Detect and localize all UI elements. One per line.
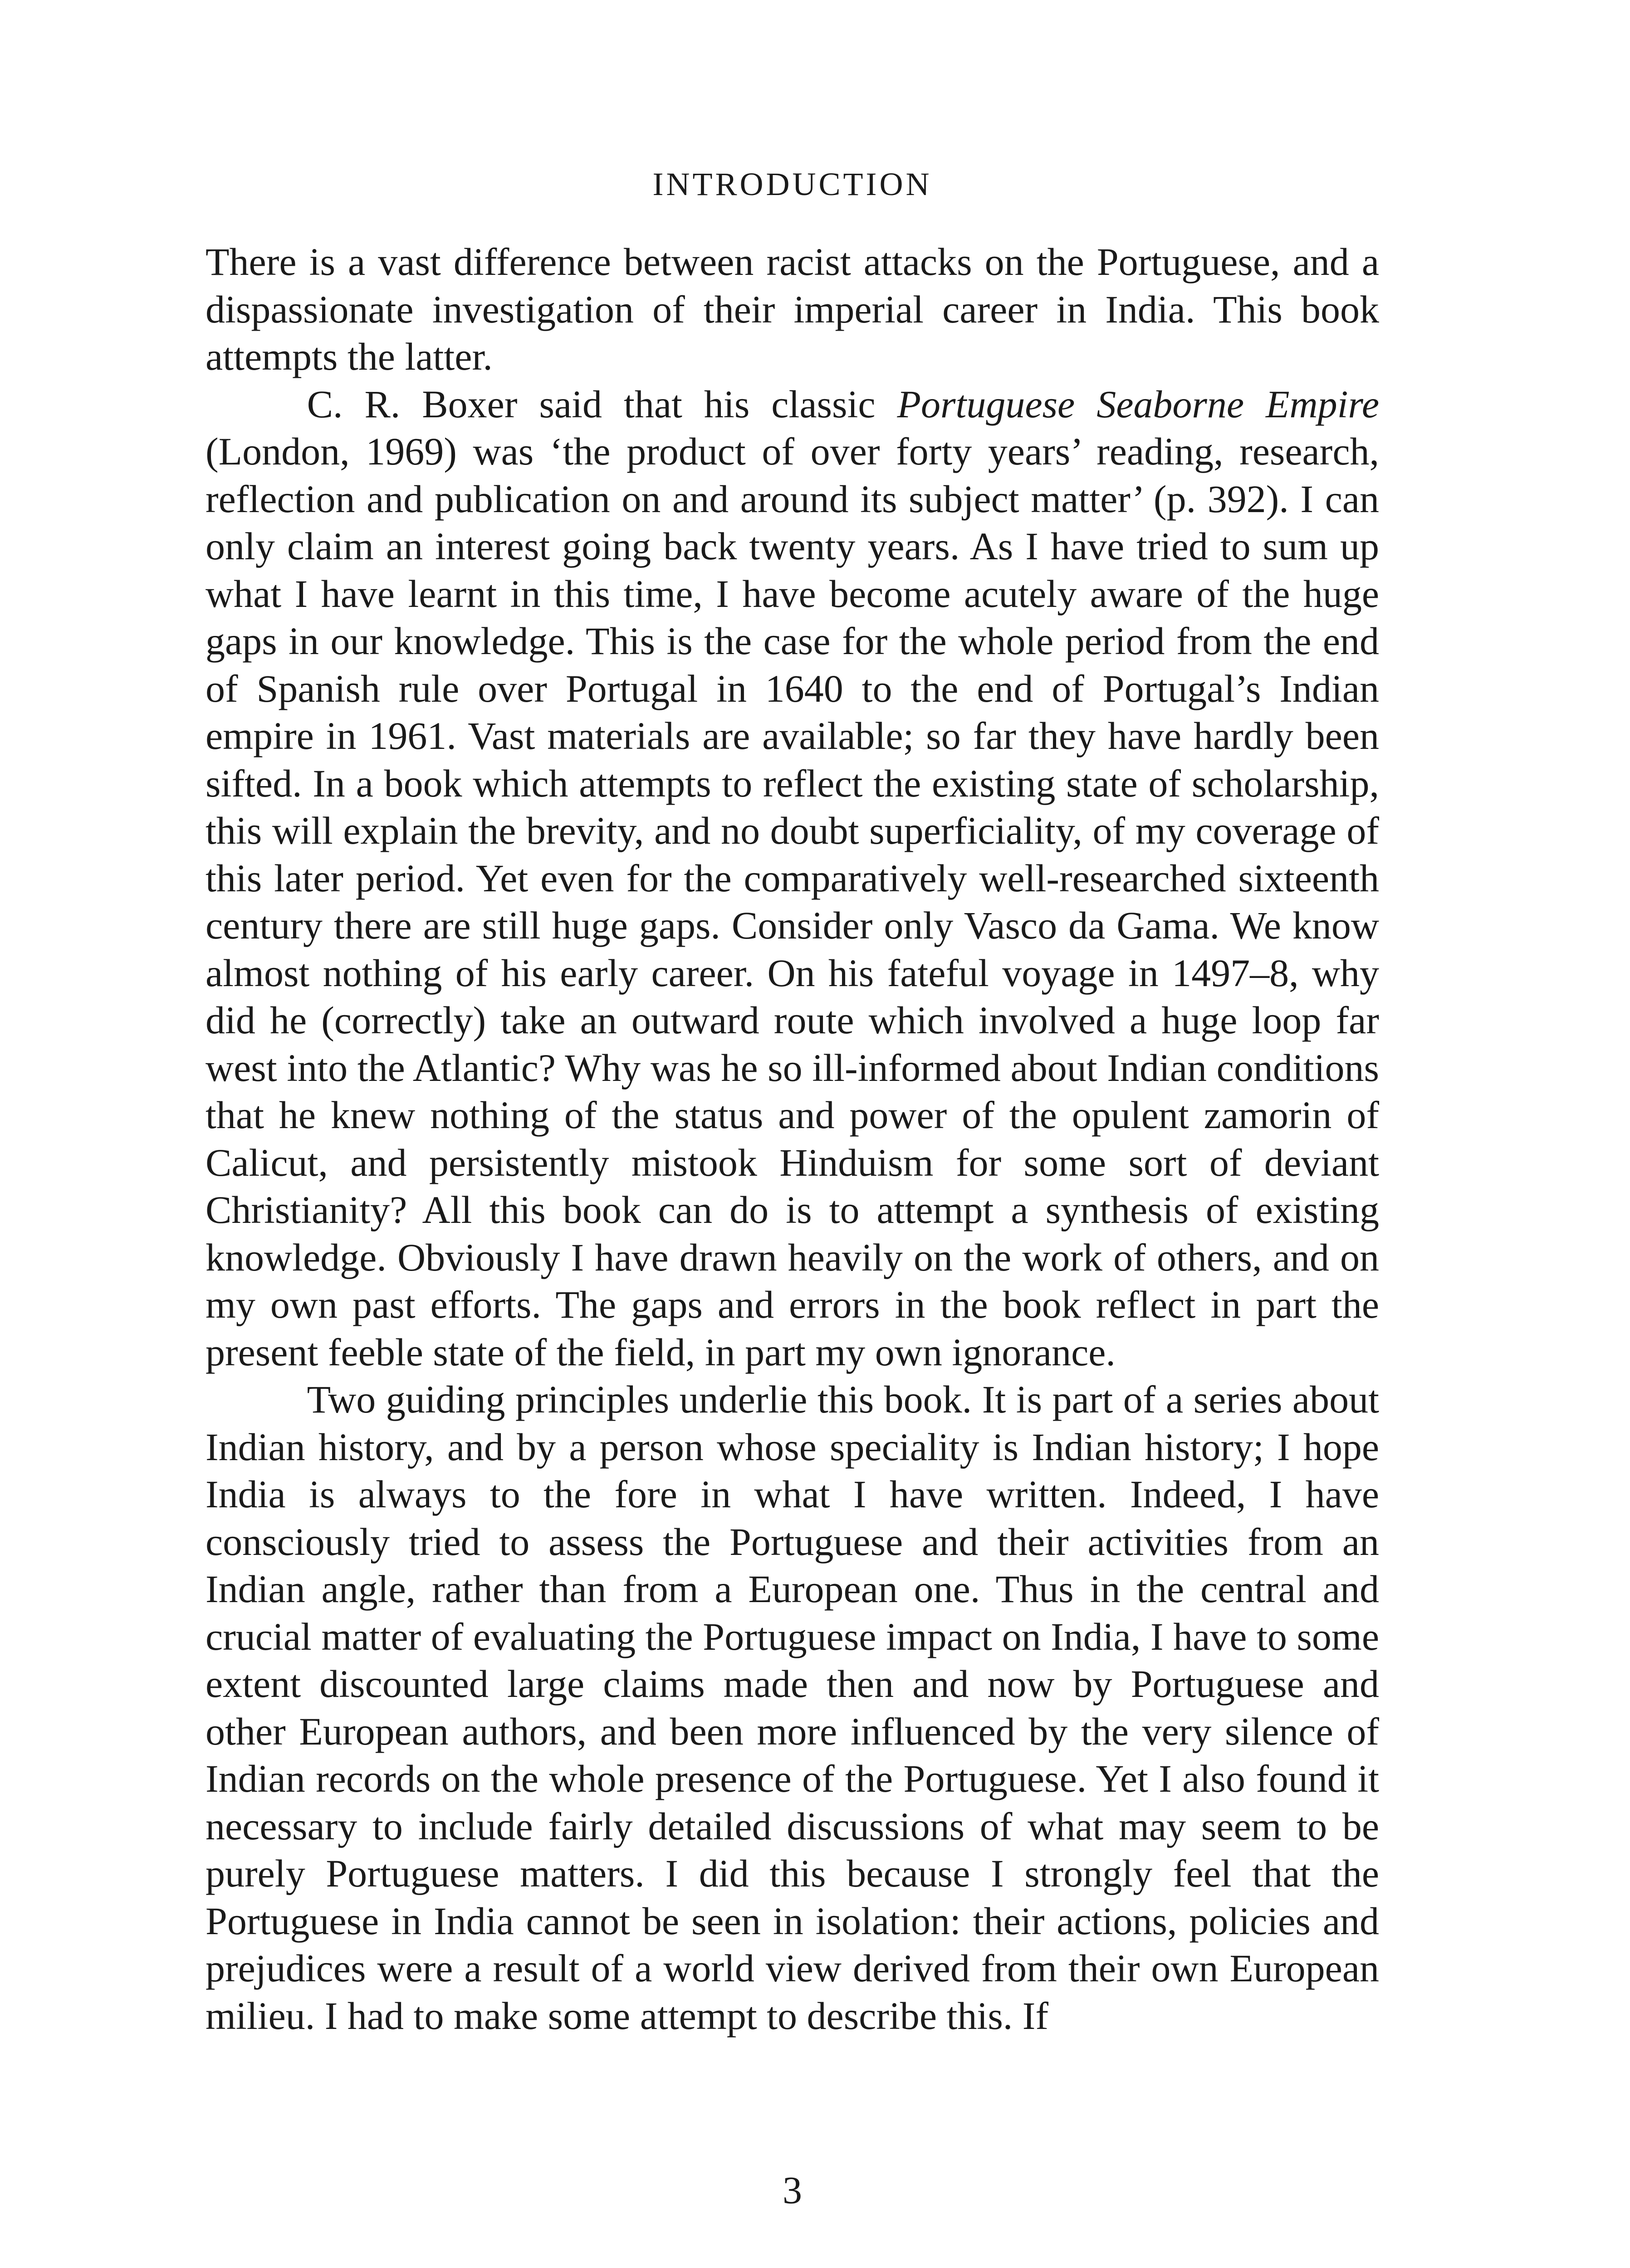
book-title: Portuguese Seaborne Empire (897, 382, 1379, 426)
paragraph-3: Two guiding principles underlie this book. It is part of a series about Indian history, and by a person whose speciality is Indian history; I hope India is always to the fore in what I have written. Indeed, I have consciously tried to assess the Portuguese and their activities from an Indian angle, rather than from a European one. Thus in the central and crucial matter of evaluating the Portuguese impact on India, I have to some extent discounted large claims made then and now by Portuguese and other European authors, and been more influenced by the very silence of Indian records on the whole presence of the Portuguese. Yet I also found it necessary to include fairly detailed discussions of what may seem to be purely Portuguese matters. I did this because I strongly feel that the Portuguese in India cannot be seen in isolation: their actions, policies and prejudices were a result of a world view derived from their own European milieu. I had to make some attempt to describe this. If (206, 1378, 1379, 2038)
book-page (206, 0, 1379, 2268)
running-head: INTRODUCTION (652, 166, 932, 202)
paragraph-2 (206, 381, 1379, 1376)
body-text (206, 238, 1379, 2039)
paragraph-1: There is a vast difference between racist attacks on the Portuguese, and a dispassionate investigation of their imperial career in India. This book attempts the latter. (206, 240, 1379, 378)
paragraph-2-lead: C. R. Boxer said that his classic (307, 382, 897, 426)
page-number: 3 (783, 2168, 802, 2212)
paragraph-2-rest: (London, 1969) was ‘the product of over forty years’ reading, research, reflection and publication on and around its subject matter’ (p. 392). I can only claim an interest going back twenty years. As I have tried to sum up what I have learnt in this time, I have become acutely aware of the huge gaps in our knowledge. This is the case for the whole period from the end of Spanish rule over Portugal in 1640 to the end of Portugal’s Indian empire in 1961. Vast materials are available; so far they have hardly been sifted. In a book which attempts to reflect the existing state of scholarship, this will explain the brevity, and no doubt superficiality, of my coverage of this later period. Yet even for the comparatively well-researched sixteenth century there are still huge gaps. Consider only Vasco da Gama. We know almost nothing of his early career. On his fateful voyage in 1497–8, why did he (correctly) take an outward route which involved a huge loop far west into the Atlantic? Why was he so ill-informed about Indian conditions that he knew nothing of the status and power of the opulent zamorin of Calicut, and persistently mistook Hinduism for some sort of deviant Christianity? All this book can do is to attempt a synthesis of existing knowledge. Obviously I have drawn heavily on the work of others, and on my own past efforts. The gaps and errors in the book reflect in part the present feeble state of the field, in part my own ignorance. (206, 430, 1379, 1374)
